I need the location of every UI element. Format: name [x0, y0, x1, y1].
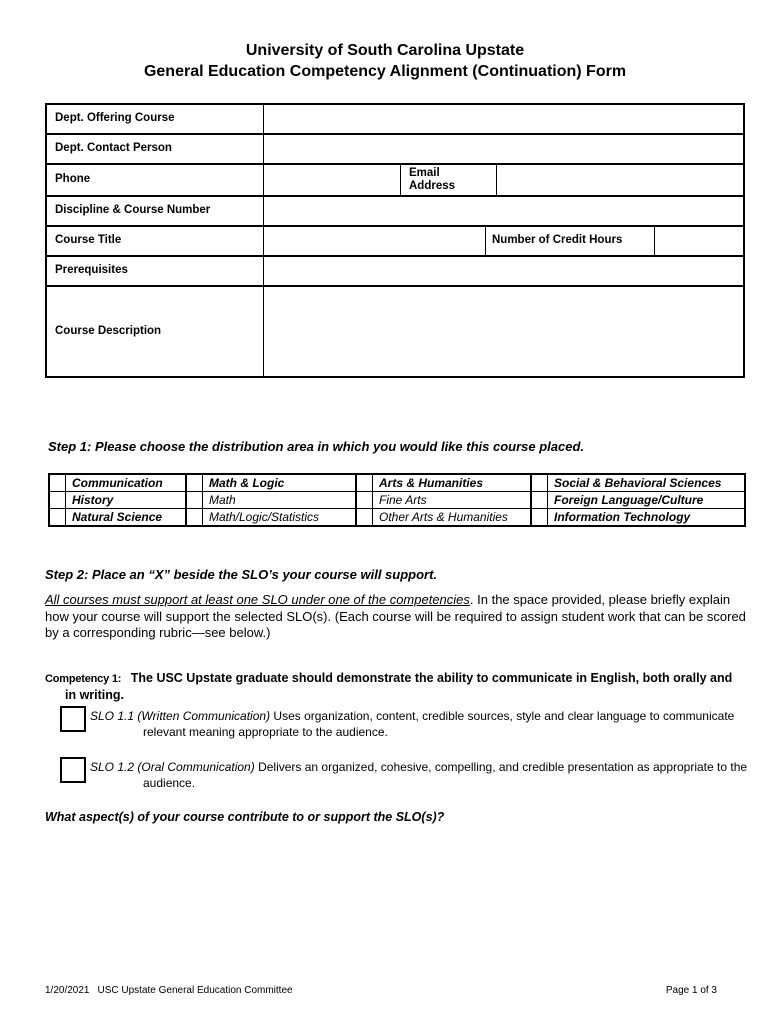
checkbox-cell-math-logic[interactable] — [187, 475, 203, 491]
dist-area-foreign-language-culture: Foreign Language/Culture — [554, 493, 704, 507]
page-footer — [45, 985, 717, 997]
table-row — [47, 287, 743, 376]
distribution-row — [50, 492, 744, 509]
slo-1-2-description: Delivers an organized, cohesive, compelling, and credible presentation as appropriate to the audience. — [143, 760, 748, 790]
table-row — [47, 105, 743, 135]
phone-field[interactable] — [263, 165, 400, 195]
checkbox-cell-fine-arts[interactable] — [357, 492, 373, 508]
dist-area-social-behavioral-sciences: Social & Behavioral Sciences — [554, 476, 722, 490]
slo-1-1-checkbox[interactable] — [60, 706, 86, 732]
dist-area-math-logic-statistics: Math/Logic/Statistics — [203, 509, 357, 525]
footer-date: 1/20/2021 — [45, 985, 90, 996]
dept-offering-label: Dept. Offering Course — [55, 112, 175, 125]
discipline-label: Discipline & Course Number — [55, 204, 211, 217]
instructions-rest: . In the space provided, please briefly explain how your course will support the selected SLO(s). (Each course will be required to assign student work that can be scored by a corresponding rubric—see below.) — [45, 592, 746, 640]
step1-heading: Step 1: Please choose the distribution area in which you would like this course placed. — [48, 439, 585, 454]
checkbox-cell-math[interactable] — [187, 492, 203, 508]
dist-area-history: History — [66, 492, 187, 508]
form-title-line1: University of South Carolina Upstate — [245, 42, 525, 59]
slo-1-2-name: SLO 1.2 (Oral Communication) — [90, 760, 255, 774]
dist-area-arts-humanities: Arts & Humanities — [373, 475, 532, 491]
table-row — [47, 227, 743, 257]
dist-area-other-arts-humanities: Other Arts & Humanities — [373, 509, 532, 525]
email-field[interactable] — [496, 165, 743, 195]
dist-area-communication: Communication — [66, 475, 187, 491]
checkbox-cell-arts-humanities[interactable] — [357, 475, 373, 491]
competency1-heading — [45, 670, 740, 703]
credit-hours-field[interactable] — [654, 227, 743, 255]
slo-1-1-item — [60, 706, 752, 740]
table-row — [47, 165, 743, 197]
checkbox-cell-other-arts-humanities[interactable] — [357, 509, 373, 525]
table-row — [47, 257, 743, 287]
slo-1-2-checkbox[interactable] — [60, 757, 86, 783]
step2-heading: Step 2: Place an “X” beside the SLO’s your course will support. — [45, 567, 438, 582]
competency1-text: The USC Upstate graduate should demonstrate the ability to communicate in English, both orally and in writing. — [65, 671, 733, 702]
dist-area-natural-science: Natural Science — [66, 509, 187, 525]
competency1-label: Competency 1: — [45, 673, 122, 685]
course-info-table — [45, 103, 745, 378]
slo-support-question: What aspect(s) of your course contribute to or support the SLO(s)? — [45, 810, 445, 824]
dist-area-math-logic: Math & Logic — [203, 475, 357, 491]
instructions-underlined: All courses must support at least one SLO under one of the competencies — [45, 592, 470, 607]
distribution-table — [48, 473, 746, 527]
email-label: Email Address — [400, 165, 496, 195]
slo-1-1-name: SLO 1.1 (Written Communication) — [90, 709, 271, 723]
footer-left — [45, 985, 293, 997]
slo-1-1-description: Uses organization, content, credible sources, style and clear language to communicate relevant meaning appropriate to the audience. — [143, 709, 735, 739]
checkbox-cell-math-logic-statistics[interactable] — [187, 509, 203, 525]
dept-offering-field[interactable] — [263, 105, 743, 133]
form-title — [0, 40, 770, 82]
dept-contact-label: Dept. Contact Person — [55, 142, 172, 155]
form-title-line2: General Education Competency Alignment (Continuation) Form — [143, 63, 627, 80]
checkbox-cell-information-technology[interactable] — [532, 509, 548, 525]
table-row — [47, 197, 743, 227]
discipline-field[interactable] — [263, 197, 743, 225]
checkbox-cell-natural-science[interactable] — [50, 509, 66, 525]
course-title-label: Course Title — [55, 234, 122, 247]
checkbox-cell-foreign-language-culture[interactable] — [532, 492, 548, 508]
checkbox-cell-communication[interactable] — [50, 475, 66, 491]
footer-page-number: Page 1 of 3 — [665, 985, 717, 996]
dist-area-math: Math — [203, 492, 357, 508]
checkbox-cell-history[interactable] — [50, 492, 66, 508]
course-description-label: Course Description — [55, 324, 162, 337]
table-row — [47, 135, 743, 165]
prerequisites-field[interactable] — [263, 257, 743, 285]
phone-label: Phone — [55, 173, 91, 186]
step2-instructions — [45, 592, 753, 642]
credit-hours-label: Number of Credit Hours — [485, 227, 654, 255]
course-title-field[interactable] — [263, 227, 485, 255]
dist-area-information-technology: Information Technology — [554, 510, 691, 524]
dist-area-fine-arts: Fine Arts — [373, 492, 532, 508]
course-description-field[interactable] — [263, 287, 743, 376]
checkbox-cell-social-behavioral-sciences[interactable] — [532, 475, 548, 491]
footer-committee: USC Upstate General Education Committee — [97, 985, 293, 996]
distribution-row — [50, 509, 744, 525]
distribution-row — [50, 475, 744, 492]
prerequisites-label: Prerequisites — [55, 264, 128, 277]
dept-contact-field[interactable] — [263, 135, 743, 163]
slo-1-2-item — [60, 757, 752, 791]
